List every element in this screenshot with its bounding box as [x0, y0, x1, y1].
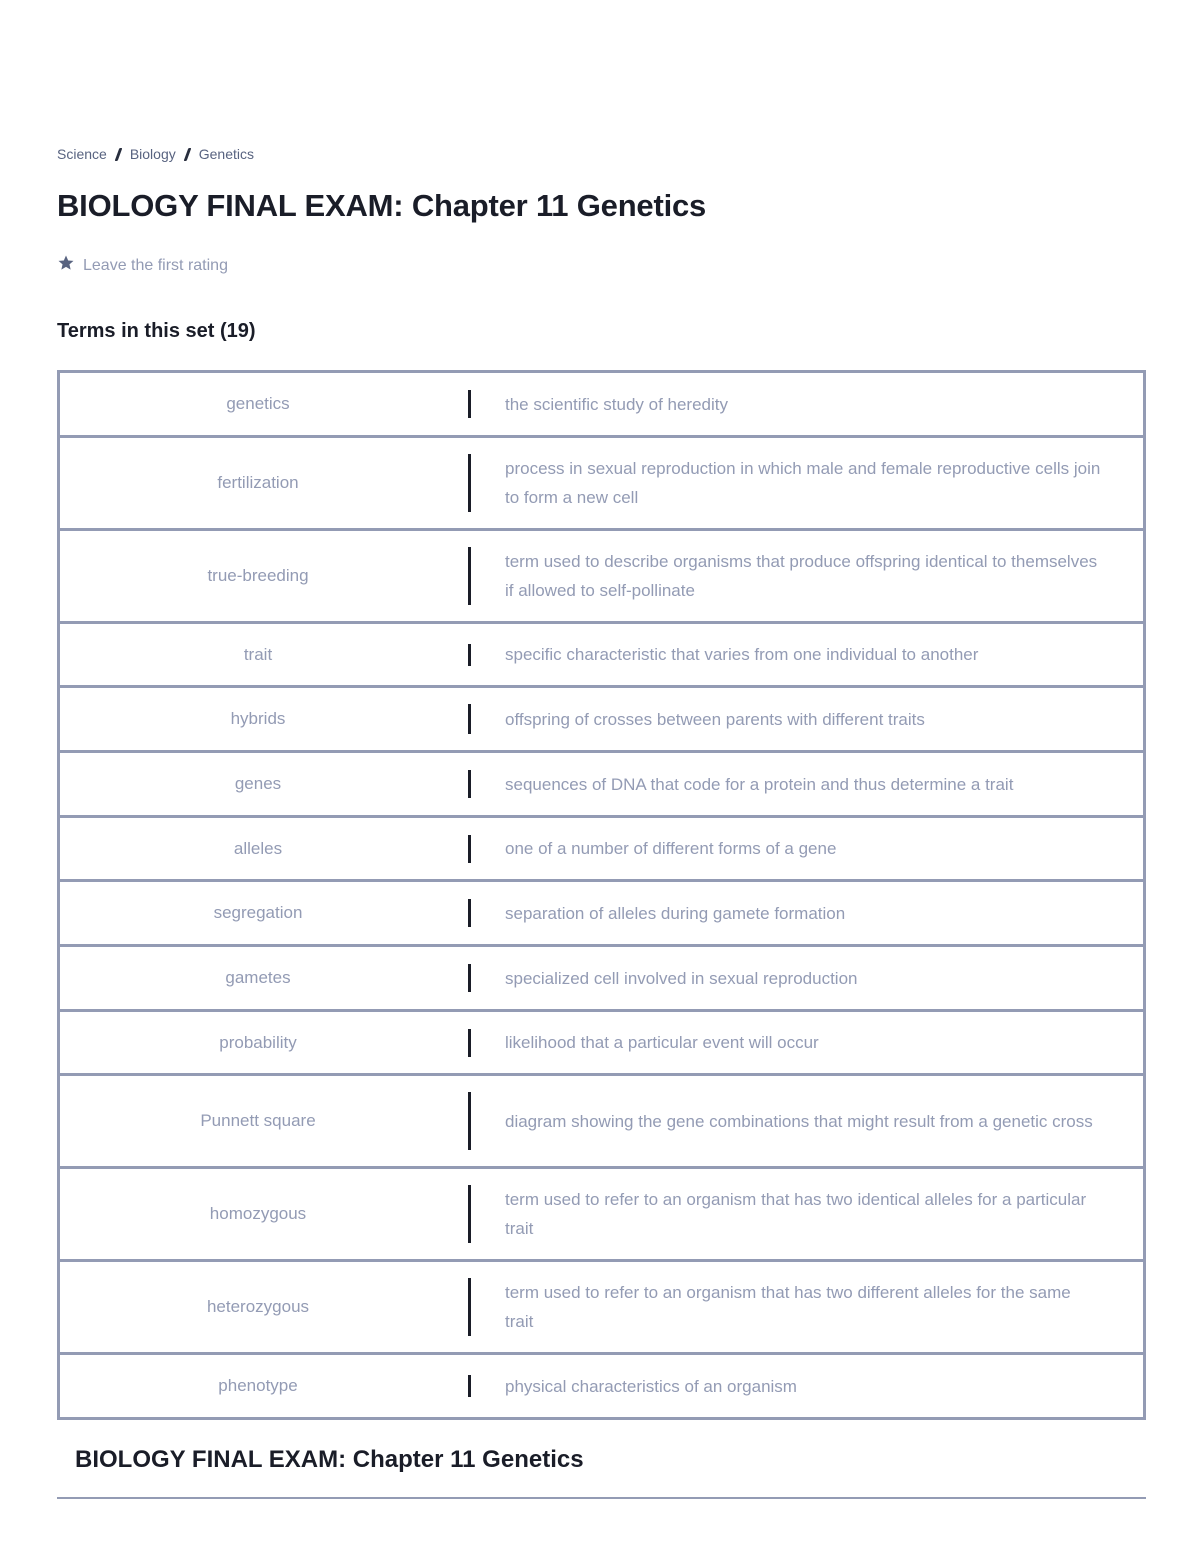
term-word: segregation	[213, 903, 303, 922]
footer-divider	[57, 1497, 1146, 1499]
term-divider	[468, 899, 471, 927]
term-divider	[468, 770, 471, 798]
term-word: genetics	[226, 394, 290, 413]
term-divider	[468, 547, 471, 605]
term-row[interactable]	[57, 1009, 1146, 1076]
term-divider	[468, 964, 471, 992]
breadcrumb-separator	[114, 148, 122, 161]
term-row[interactable]	[57, 1166, 1146, 1262]
term-divider	[468, 644, 471, 666]
term-row[interactable]	[57, 944, 1146, 1012]
term-divider	[468, 704, 471, 734]
term-word: phenotype	[218, 1376, 298, 1395]
term-definition: term used to describe organisms that produce offspring identical to themselves if allowed to self-pollinate	[505, 552, 1098, 600]
term-row[interactable]	[57, 750, 1146, 818]
term-word: Punnett square	[200, 1111, 316, 1130]
term-word: fertilization	[217, 473, 299, 492]
term-word: genes	[234, 774, 282, 793]
term-definition: specific characteristic that varies from one individual to another	[505, 645, 979, 664]
breadcrumb-separator	[183, 148, 191, 161]
term-definition: offspring of crosses between parents with different traits	[505, 709, 925, 729]
term-row[interactable]	[57, 1259, 1146, 1355]
term-divider	[468, 1278, 471, 1336]
terms-list	[57, 370, 1146, 1425]
rating-label: Leave the first rating	[83, 256, 228, 274]
term-divider	[468, 1185, 471, 1243]
term-definition: one of a number of different forms of a gene	[505, 839, 837, 858]
term-definition: diagram showing the gene combinations that might result from a genetic cross	[505, 1111, 1093, 1131]
breadcrumb-science[interactable]: Science	[57, 146, 107, 162]
term-divider	[468, 390, 471, 418]
term-definition: physical characteristics of an organism	[505, 1376, 797, 1396]
breadcrumb-biology[interactable]: Biology	[129, 146, 176, 162]
breadcrumb-genetics[interactable]: Genetics	[198, 146, 254, 162]
terms-heading: Terms in this set (19)	[57, 320, 256, 342]
term-definition: likelihood that a particular event will occur	[505, 1033, 819, 1052]
term-row[interactable]	[57, 815, 1146, 882]
term-word: alleles	[233, 838, 283, 858]
term-divider	[468, 1029, 471, 1057]
term-row[interactable]	[57, 1073, 1146, 1169]
term-definition: the scientific study of heredity	[505, 394, 729, 414]
term-divider	[468, 835, 471, 863]
term-row[interactable]	[57, 621, 1146, 688]
term-word: probability	[219, 1032, 297, 1052]
term-row[interactable]	[57, 879, 1146, 947]
term-row[interactable]	[57, 1352, 1146, 1420]
term-word: homozygous	[209, 1204, 307, 1223]
term-definition: sequences of DNA that code for a protein and thus determine a trait	[505, 774, 1014, 794]
term-definition: term used to refer to an organism that has two different alleles for the same trait	[505, 1283, 1071, 1331]
term-word: heterozygous	[206, 1297, 310, 1316]
term-definition: separation of alleles during gamete formation	[505, 903, 846, 923]
star-icon	[57, 254, 83, 277]
term-definition: specialized cell involved in sexual reproduction	[505, 968, 858, 988]
rating-link[interactable]	[57, 254, 228, 277]
footer-title: BIOLOGY FINAL EXAM: Chapter 11 Genetics	[75, 1446, 584, 1473]
term-word: trait	[243, 644, 273, 664]
term-definition: term used to refer to an organism that has two identical alleles for a particular trait	[505, 1190, 1087, 1238]
term-divider	[468, 1375, 471, 1397]
term-definition: process in sexual reproduction in which male and female reproductive cells join to form a new cell	[505, 459, 1101, 507]
term-row[interactable]	[57, 528, 1146, 624]
page-title: BIOLOGY FINAL EXAM: Chapter 11 Genetics	[57, 188, 707, 223]
term-word: hybrids	[230, 709, 286, 728]
term-row[interactable]	[57, 435, 1146, 531]
term-row[interactable]	[57, 685, 1146, 753]
breadcrumb	[57, 146, 254, 162]
term-divider	[468, 1092, 471, 1150]
term-divider	[468, 454, 471, 512]
term-word: gametes	[225, 968, 291, 987]
term-word: true-breeding	[207, 566, 309, 585]
term-row[interactable]	[57, 370, 1146, 438]
